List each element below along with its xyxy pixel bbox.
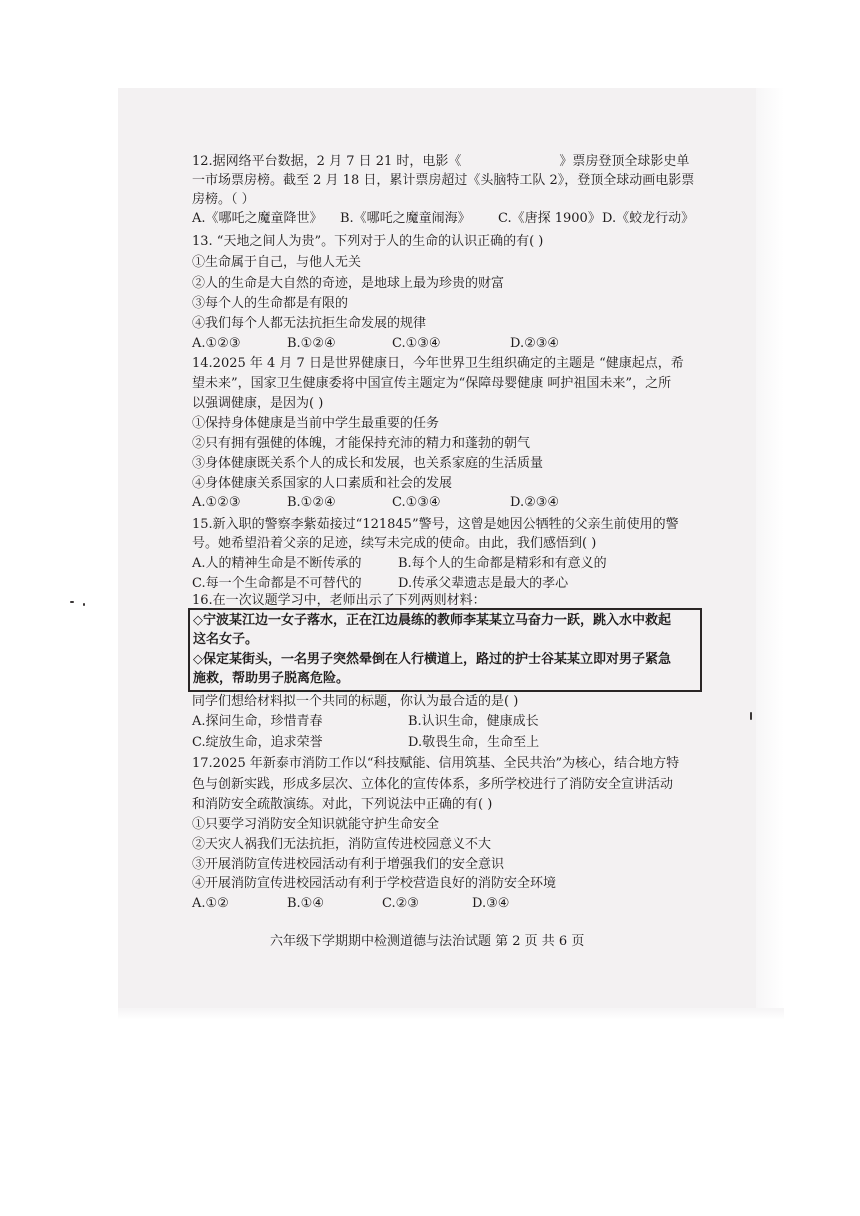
q15-option-c: C.每一个生命都是不可替代的 [192,576,362,591]
q12-line-1-end: 》票房登顶全球影史单 [559,154,690,169]
q12-options [192,211,702,227]
q15-line-1: 15.新入职的警察李紫茹接过“121845”警号，这曾是她因公牺牲的父亲生前使用的警 [192,517,679,532]
q12-line-1-start: 12.据网络平台数据，2 月 7 日 21 时，电影《 [192,154,462,169]
q15-options-row-2 [192,576,702,592]
q17-option-a: A.①② [192,896,229,911]
q13-options [192,336,702,352]
q17-option-b: B.①④ [287,896,324,911]
q12-option-b: B.《哪吒之魔童闹海》 [340,211,471,226]
q16-options-row-1 [192,714,702,730]
q17-option-d: D.③④ [472,896,510,911]
q15-option-d: D.传承父辈遗志是最大的孝心 [398,576,569,591]
q14-option-d: D.②③④ [510,495,560,510]
q16-options-row-2 [192,735,702,751]
page-footer: 六年级下学期期中检测道德与法治试题 第 2 页 共 6 页 [270,934,585,949]
q12-option-d: D.《蛟龙行动》 [602,211,695,226]
q14-item-3: ③身体健康既关系个人的成长和发展，也关系家庭的生活质量 [192,456,544,471]
q16-option-b: B.认识生命，健康成长 [408,714,539,729]
page-bottom-shadow [118,1008,784,1020]
q13-item-3: ③每个人的生命都是有限的 [192,296,349,311]
scan-speck [83,603,85,606]
q17-line-2: 色与创新实践，形成多层次、立体化的宣传体系，多所学校进行了消防安全宣讲活动 [192,777,674,792]
q13-item-2: ②人的生命是大自然的奇迹，是地球上最为珍贵的财富 [192,276,505,291]
q13-option-d: D.②③④ [510,336,560,351]
q13-item-4: ④我们每个人都无法抗拒生命发展的规律 [192,316,427,331]
q14-item-2: ②只有拥有强健的体魄，才能保持充沛的精力和蓬勃的朝气 [192,436,531,451]
q15-line-2: 号。她希望沿着父亲的足迹，续写未完成的使命。由此，我们感悟到( ) [192,536,597,551]
q16-option-c: C.绽放生命，追求荣誉 [192,735,323,750]
q17-item-4: ④开展消防宣传进校园活动有利于学校营造良好的消防安全环境 [192,876,557,891]
q17-line-1: 17.2025 年新泰市消防工作以“科技赋能、信用筑基、全民共治”为核心，结合地方特 [192,756,680,771]
q14-option-c: C.①③④ [392,495,441,510]
scan-speck [70,601,74,603]
q16-option-a: A.探问生命，珍惜青春 [192,714,323,729]
q14-line-3: 以强调健康，是因为( ) [192,396,324,411]
q16-stem: 16.在一次议题学习中，老师出示了下列两则材料： [192,593,486,608]
q16-material-box [188,608,702,692]
q14-options [192,495,702,511]
q16-option-d: D.敬畏生命，生命至上 [408,735,540,750]
q13-option-c: C.①③④ [392,336,441,351]
q16-question: 同学们想给材料拟一个共同的标题，你认为最合适的是( ) [192,694,519,709]
q17-option-c: C.②③ [382,896,419,911]
q13-item-1: ①生命属于自己，与他人无关 [192,255,362,270]
q14-option-a: A.①②③ [192,495,241,510]
q17-item-3: ③开展消防宣传进校园活动有利于增强我们的安全意识 [192,857,505,872]
page-edge-shadow [756,88,784,1010]
q16-material-line-3: ◇保定某街头，一名男子突然晕倒在人行横道上，路过的护士谷某某立即对男子紧急 [193,652,671,667]
q14-line-1: 14.2025 年 4 月 7 日是世界健康日，今年世界卫生组织确定的主题是 “健康起点，希 [192,356,684,371]
q17-item-1: ①只要学习消防安全知识就能守护生命安全 [192,817,440,832]
q17-item-2: ②天灾人祸我们无法抗拒，消防宣传进校园意义不大 [192,837,492,852]
q13-stem: 13. “天地之间人为贵”。下列对于人的生命的认识正确的有( ) [192,234,544,249]
q12-line-1 [192,154,702,170]
scan-speck [750,712,752,720]
q12-line-3: 房榜。（ ） [192,192,255,207]
q16-material-line-1: ◇宁波某江边一女子落水，正在江边晨练的教师李某某立马奋力一跃，跳入水中救起 [193,613,671,628]
q13-option-b: B.①②④ [287,336,336,351]
q16-material-line-4: 施救，帮助男子脱离危险。 [193,671,350,686]
q17-line-3: 和消防安全疏散演练。对此，下列说法中正确的有( ) [192,797,493,812]
q12-line-2: 一市场票房榜。截至 2 月 18 日，累计票房超过《头脑特工队 2》，登顶全球动画电影票 [192,173,695,188]
q15-option-a: A.人的精神生命是不断传承的 [192,556,362,571]
q15-option-b: B.每个人的生命都是精彩和有意义的 [398,556,607,571]
q14-line-2: 望未来”，国家卫生健康委将中国宣传主题定为“保障母婴健康 呵护祖国未来”，之所 [192,376,672,391]
q14-option-b: B.①②④ [287,495,336,510]
q14-item-4: ④身体健康关系国家的人口素质和社会的发展 [192,476,453,491]
q12-option-a: A.《哪吒之魔童降世》 [192,211,323,226]
q17-options [192,896,702,912]
q16-material-line-2: 这名女子。 [193,632,259,647]
q13-option-a: A.①②③ [192,336,241,351]
q15-options-row-1 [192,556,702,572]
q12-option-c: C.《唐探 1900》 [498,211,601,226]
q14-item-1: ①保持身体健康是当前中学生最重要的任务 [192,416,440,431]
